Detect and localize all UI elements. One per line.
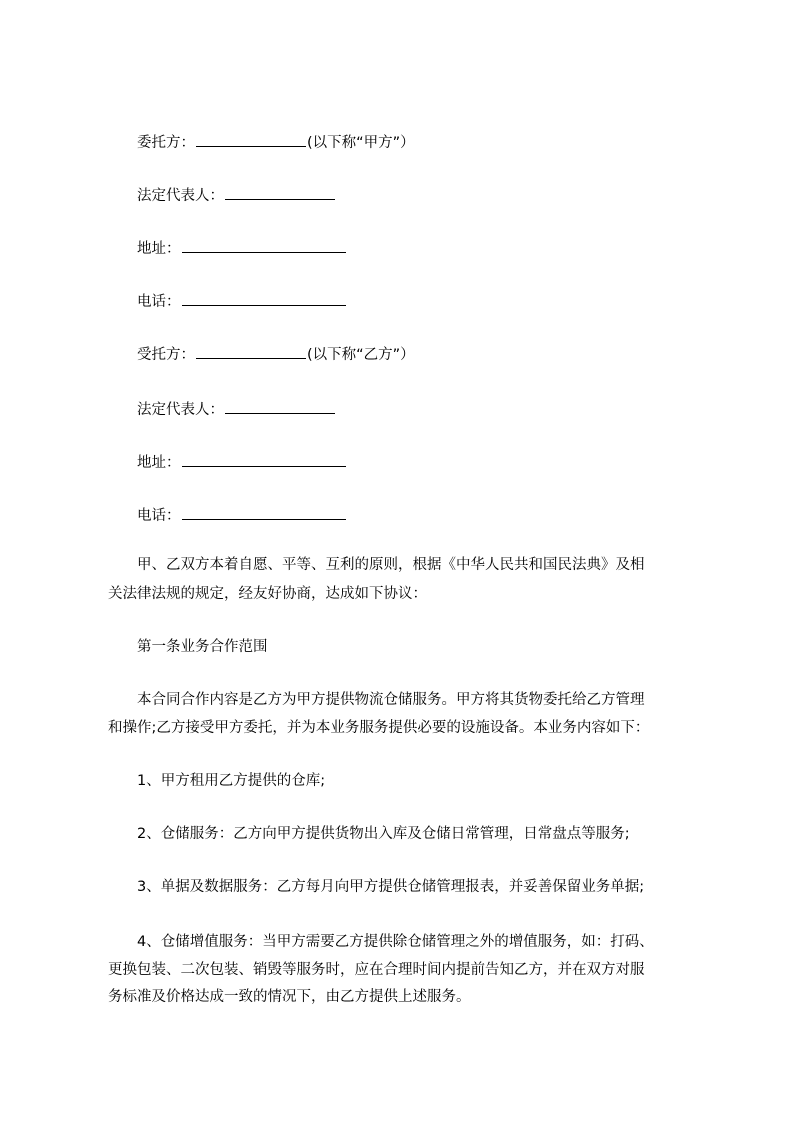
- party-b-phone-line: [137, 504, 347, 526]
- party-b-address-line: [137, 451, 347, 473]
- article-1-item-1: 1、甲方租用乙方提供的仓库;: [137, 773, 326, 789]
- party-a-suffix: (以下称“甲方”）: [307, 135, 415, 151]
- party-a-phone-blank[interactable]: [182, 290, 346, 306]
- article-1-para-line-2: 和操作;乙方接受甲方委托，并为本业务服务提供必要的设施设备。本业务内容如下：: [108, 720, 650, 736]
- party-a-address-line: [137, 237, 347, 259]
- party-a-address-label: 地址：: [137, 241, 181, 257]
- article-1-item-3: 3、单据及数据服务：乙方每月向甲方提供仓储管理报表，并妥善保留业务单据;: [137, 879, 645, 895]
- party-a-rep-line: [137, 184, 336, 206]
- article-1-item-4-line-2: 更换包装、二次包装、销毁等服务时，应在合理时间内提前告知乙方，并在双方对服: [108, 962, 645, 978]
- party-a-label: 委托方：: [137, 135, 195, 151]
- article-1-title: 第一条业务合作范围: [137, 639, 268, 655]
- party-b-name-blank[interactable]: [196, 343, 306, 359]
- party-b-phone-label: 电话：: [137, 508, 181, 524]
- intro-line-2: 关法律法规的规定，经友好协商，达成如下协议：: [108, 586, 427, 602]
- party-b-trustee-line: [137, 343, 415, 365]
- article-1-item-4-line-1: 4、仓储增值服务：当甲方需要乙方提供除仓储管理之外的增值服务，如：打码、: [137, 934, 654, 950]
- party-b-rep-blank[interactable]: [225, 398, 335, 414]
- party-b-phone-blank[interactable]: [182, 504, 346, 520]
- intro-line-1: 甲、乙双方本着自愿、平等、互利的原则，根据《中华人民共和国民法典》及相: [137, 557, 645, 573]
- party-b-address-label: 地址：: [137, 455, 181, 471]
- party-a-name-blank[interactable]: [196, 131, 306, 147]
- party-a-rep-blank[interactable]: [225, 184, 335, 200]
- party-b-rep-label: 法定代表人：: [137, 402, 224, 418]
- party-a-address-blank[interactable]: [182, 237, 346, 253]
- party-a-rep-label: 法定代表人：: [137, 188, 224, 204]
- article-1-para-line-1: 本合同合作内容是乙方为甲方提供物流仓储服务。甲方将其货物委托给乙方管理: [137, 692, 645, 708]
- party-a-phone-line: [137, 290, 347, 312]
- party-a-client-line: [137, 131, 415, 153]
- party-b-address-blank[interactable]: [182, 451, 346, 467]
- party-b-label: 受托方：: [137, 347, 195, 363]
- party-b-rep-line: [137, 398, 336, 420]
- article-1-item-4-line-3: 务标准及价格达成一致的情况下，由乙方提供上述服务。: [108, 989, 471, 1005]
- party-b-suffix: (以下称“乙方”）: [307, 347, 415, 363]
- article-1-item-2: 2、仓储服务：乙方向甲方提供货物出入库及仓储日常管理，日常盘点等服务;: [137, 826, 630, 842]
- party-a-phone-label: 电话：: [137, 294, 181, 310]
